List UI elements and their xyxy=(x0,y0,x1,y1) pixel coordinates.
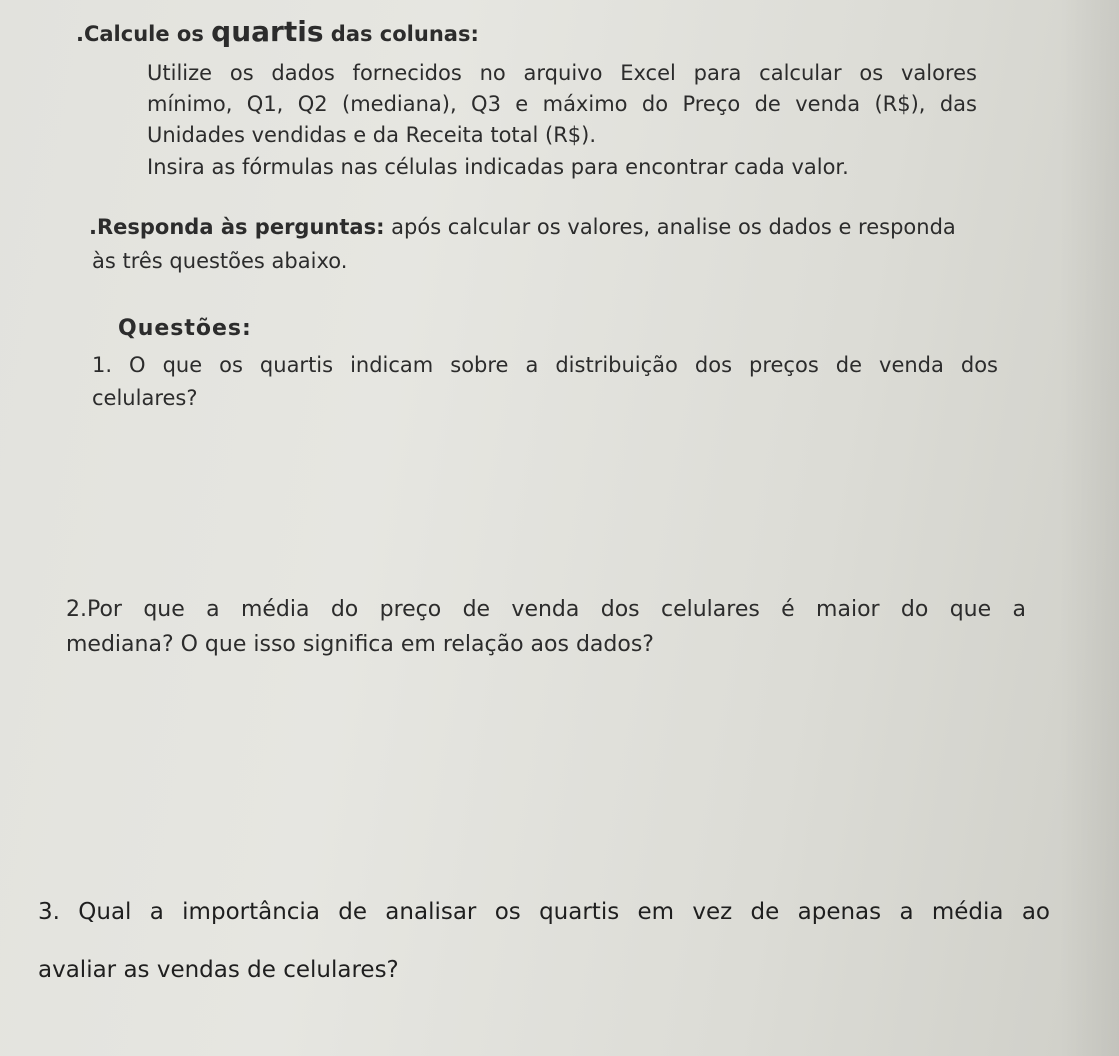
respond-line-2: às três questões abaixo. xyxy=(92,249,348,273)
paper-shadow xyxy=(1059,0,1119,1056)
question-1-line-1: 1. O que os quartis indicam sobre a distribuição dos preços de venda dos xyxy=(92,353,998,377)
instruction-line-4: Insira as fórmulas nas células indicadas para encontrar cada valor. xyxy=(147,155,849,179)
respond-line-1 xyxy=(89,213,956,241)
respond-lead: .Responda às perguntas: xyxy=(89,215,385,239)
question-2-line-2: mediana? O que isso significa em relação aos dados? xyxy=(66,632,654,657)
respond-rest: após calcular os valores, analise os dados e responda xyxy=(384,215,956,239)
heading-suffix: das colunas: xyxy=(323,22,479,46)
instruction-line-1: Utilize os dados fornecidos no arquivo Excel para calcular os valores xyxy=(147,61,977,85)
heading-prefix: .Calcule os xyxy=(76,22,212,46)
instruction-line-2: mínimo, Q1, Q2 (mediana), Q3 e máximo do Preço de venda (R$), das xyxy=(147,92,977,116)
question-1-line-2: celulares? xyxy=(92,386,198,410)
instruction-line-3: Unidades vendidas e da Receita total (R$). xyxy=(147,123,597,147)
question-3-line-2: avaliar as vendas de celulares? xyxy=(38,957,399,983)
questions-heading: Questões: xyxy=(118,316,252,341)
question-3-line-1: 3. Qual a importância de analisar os quartis em vez de apenas a média ao xyxy=(38,899,1050,925)
question-2-line-1: 2.Por que a média do preço de venda dos celulares é maior do que a xyxy=(66,597,1026,622)
section1-heading xyxy=(76,15,479,48)
heading-emphasis: quartis xyxy=(211,15,324,48)
